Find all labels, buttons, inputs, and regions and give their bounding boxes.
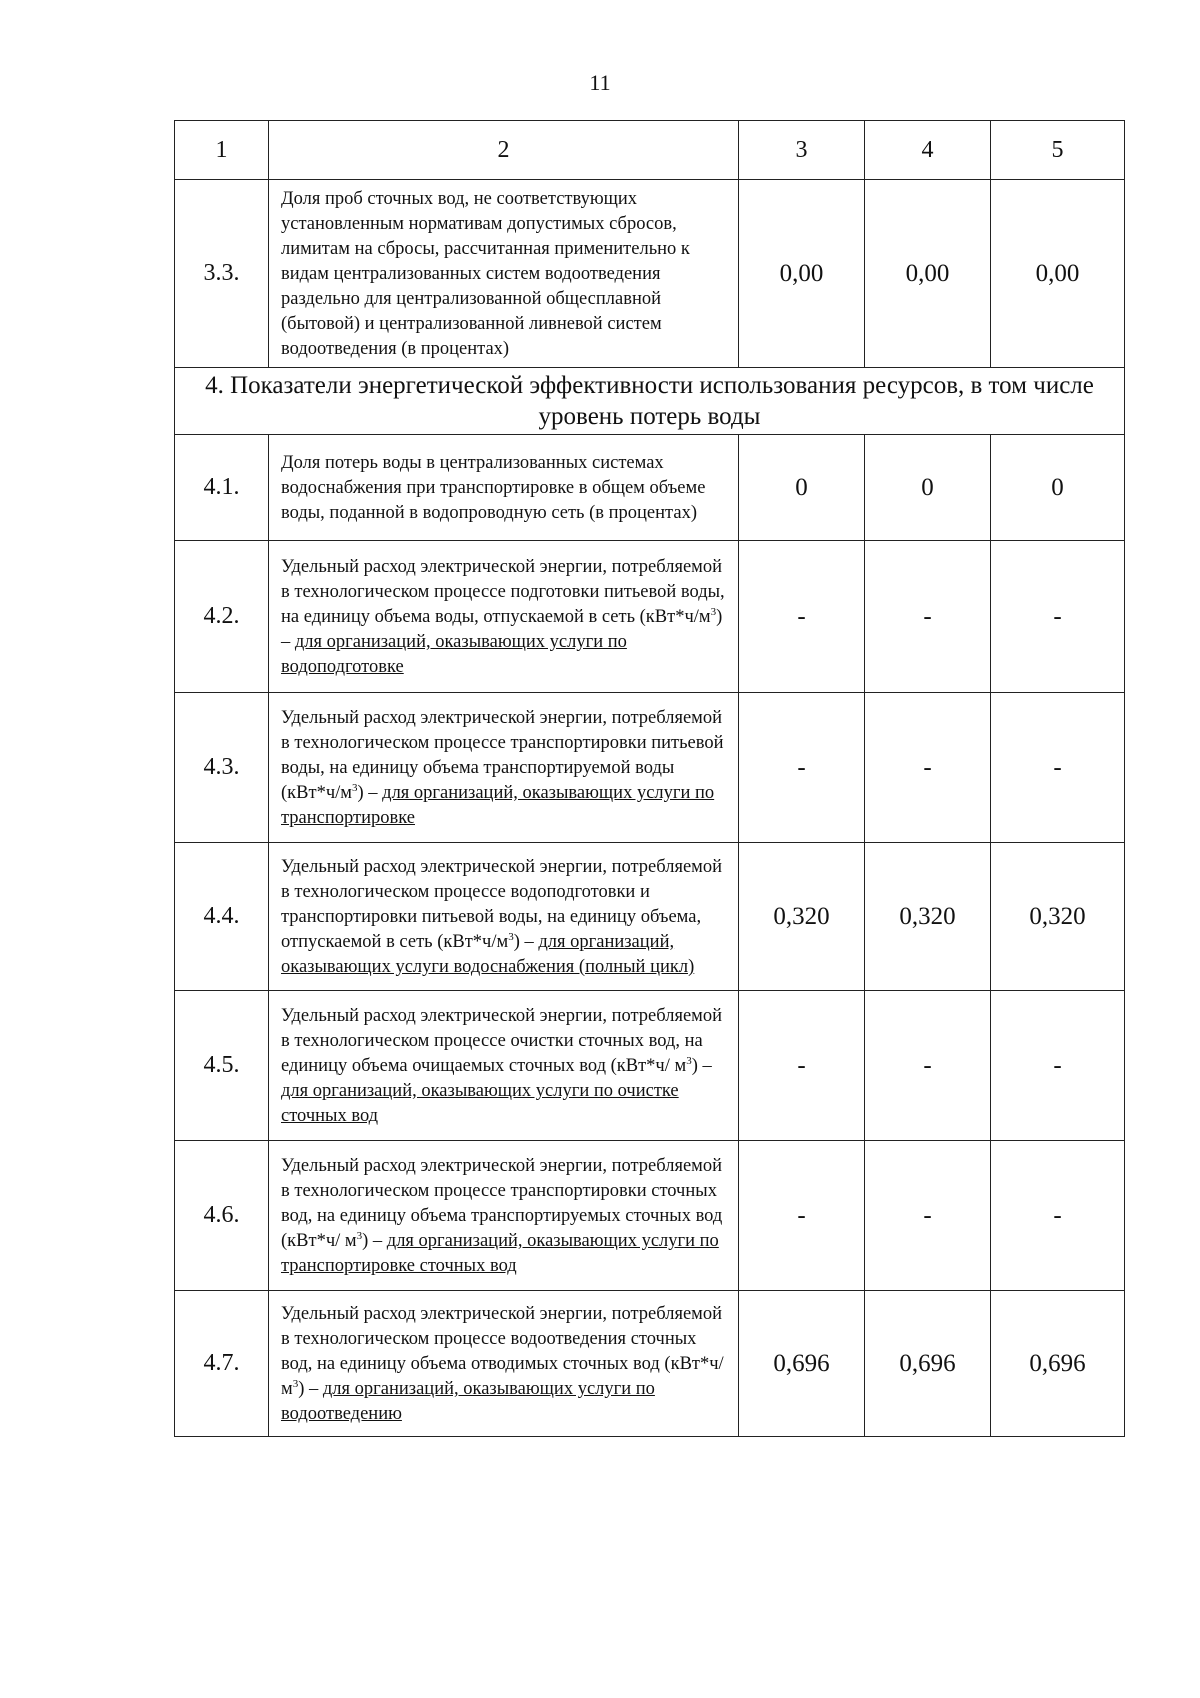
row-description: [269, 843, 739, 991]
row-description: [269, 693, 739, 843]
value-col-4: -: [865, 991, 991, 1141]
description-text: Удельный расход электрической энергии, потребляемой в технологическом процессе водоподготовки и транспортировки питьевой воды, на единицу объема, отпускаемой в сеть (кВт*ч/м: [281, 857, 723, 952]
value-col-5: -: [991, 541, 1125, 693]
description-dash: ) –: [298, 1379, 323, 1399]
value-col-5: -: [991, 693, 1125, 843]
row-description: [269, 1291, 739, 1437]
value-col-5: 0: [991, 435, 1125, 541]
row-number: 4.2.: [175, 541, 269, 693]
table-row-4-7: [175, 1291, 1125, 1437]
description-dash: ) –: [513, 932, 539, 952]
description-underlined: для организаций, оказывающих услуги по транспортировке: [281, 783, 715, 828]
header-cell-5: 5: [991, 121, 1125, 180]
description-text: Удельный расход электрической энергии, потребляемой в технологическом процессе транспортировки сточных вод, на единицу объема транспортируемых сточных вод (кВт*ч/ м: [281, 1156, 723, 1251]
description-underlined: для организаций, оказывающих услуги по очистке сточных вод: [281, 1081, 679, 1126]
value-col-5: -: [991, 991, 1125, 1141]
header-cell-3: 3: [739, 121, 865, 180]
table-row-4-6: [175, 1141, 1125, 1291]
superscript: 3: [351, 781, 358, 794]
row-description: Доля проб сточных вод, не соответствующих установленным нормативам допустимых сбросов, лимитам на сбросы, рассчитанная применительно к видам централизованных систем водоотведения раздельно для централизованной общесплавной (бытовой) и централизованной ливневой систем водоотведения (в процентах): [269, 180, 739, 368]
value-col-4: 0: [865, 435, 991, 541]
value-col-3: -: [739, 1141, 865, 1291]
description-dash: ) –: [357, 783, 383, 803]
header-cell-4: 4: [865, 121, 991, 180]
page-number: 11: [589, 70, 611, 95]
value-col-3: -: [739, 693, 865, 843]
row-description: [269, 1141, 739, 1291]
superscript: 3: [508, 930, 514, 943]
row-number: 4.7.: [175, 1291, 269, 1437]
row-number: 4.6.: [175, 1141, 269, 1291]
value-col-3: 0,696: [739, 1291, 865, 1437]
table-row-4-4: [175, 843, 1125, 991]
value-col-4: -: [865, 1141, 991, 1291]
table-row-4-3: [175, 693, 1125, 843]
value-col-3: 0,00: [739, 180, 865, 368]
indicators-table: [174, 120, 1125, 1437]
table-row-4-1: [175, 435, 1125, 541]
superscript: 3: [356, 1229, 363, 1242]
row-number: 4.1.: [175, 435, 269, 541]
table-row-4-2: [175, 541, 1125, 693]
value-col-3: -: [739, 541, 865, 693]
table-row-4-5: [175, 991, 1125, 1141]
table-header-row: [175, 121, 1125, 180]
row-number: 4.3.: [175, 693, 269, 843]
value-col-4: -: [865, 541, 991, 693]
description-text: Удельный расход электрической энергии, потребляемой в технологическом процессе подготовки питьевой воды, на единицу объема воды, отпускаемой в сеть (кВт*ч/м: [281, 557, 725, 627]
value-col-3: 0: [739, 435, 865, 541]
superscript: 3: [686, 1054, 692, 1067]
description-underlined: для организаций, оказывающих услуги по транспортировке сточных вод: [281, 1231, 719, 1276]
row-number: 4.5.: [175, 991, 269, 1141]
value-col-5: 0,00: [991, 180, 1125, 368]
description-underlined: для организаций, оказывающих услуги по водоотведению: [281, 1379, 655, 1424]
value-col-4: -: [865, 693, 991, 843]
value-col-3: 0,320: [739, 843, 865, 991]
superscript: 3: [710, 605, 717, 618]
description-underlined: для организаций, оказывающих услуги по водоподготовке: [281, 632, 627, 677]
value-col-5: 0,320: [991, 843, 1125, 991]
description-dash: ) –: [691, 1056, 712, 1076]
description-text: Удельный расход электрической энергии, потребляемой в технологическом процессе водоотведения сточных вод, на единицу объема отводимых сточных вод (кВт*ч/ м: [281, 1304, 724, 1399]
description-text: Удельный расход электрической энергии, потребляемой в технологическом процессе транспортировки питьевой воды, на единицу объема транспортируемой воды (кВт*ч/м: [281, 708, 724, 803]
row-number: 3.3.: [175, 180, 269, 368]
value-col-5: -: [991, 1141, 1125, 1291]
description-text: Удельный расход электрической энергии, потребляемой в технологическом процессе очистки сточных вод, на единицу объема очищаемых сточных вод (кВт*ч/ м: [281, 1006, 723, 1076]
row-description: [269, 541, 739, 693]
table-row-3-3: [175, 180, 1125, 368]
value-col-3: -: [739, 991, 865, 1141]
row-number: 4.4.: [175, 843, 269, 991]
value-col-4: 0,320: [865, 843, 991, 991]
header-cell-2: 2: [269, 121, 739, 180]
section-heading-row: [175, 368, 1125, 435]
header-cell-1: 1: [175, 121, 269, 180]
row-description: Доля потерь воды в централизованных системах водоснабжения при транспортировке в общем объеме воды, поданной в водопроводную сеть (в процентах): [269, 435, 739, 541]
superscript: 3: [292, 1377, 299, 1390]
row-description: [269, 991, 739, 1141]
description-underlined: для организаций, оказывающих услуги водоснабжения (полный цикл): [281, 932, 695, 977]
description-dash: ) –: [281, 607, 723, 652]
value-col-4: 0,696: [865, 1291, 991, 1437]
value-col-4: 0,00: [865, 180, 991, 368]
value-col-5: 0,696: [991, 1291, 1125, 1437]
section-heading: 4. Показатели энергетической эффективности использования ресурсов, в том числе уровень потерь воды: [175, 368, 1125, 435]
description-dash: ) –: [362, 1231, 387, 1251]
